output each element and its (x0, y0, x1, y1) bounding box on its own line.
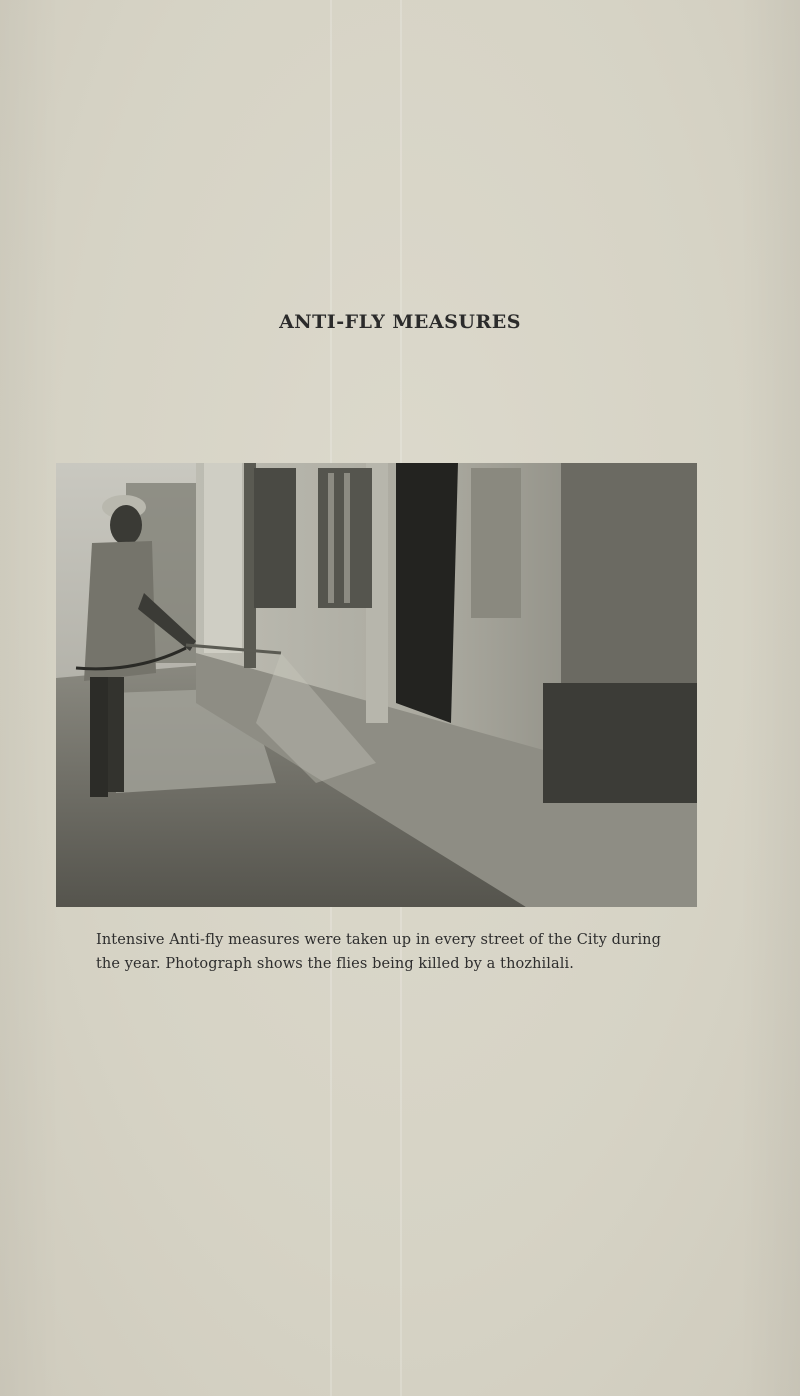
page-title: ANTI-FLY MEASURES (279, 311, 521, 333)
caption-line: Intensive Anti-fly measures were taken up in every street of the City during (96, 932, 661, 948)
photo-illustration (56, 463, 697, 907)
photo-caption (96, 928, 716, 976)
photograph (56, 463, 697, 907)
caption-line: the year. Photograph shows the flies being killed by a thozhilali. (96, 956, 574, 972)
